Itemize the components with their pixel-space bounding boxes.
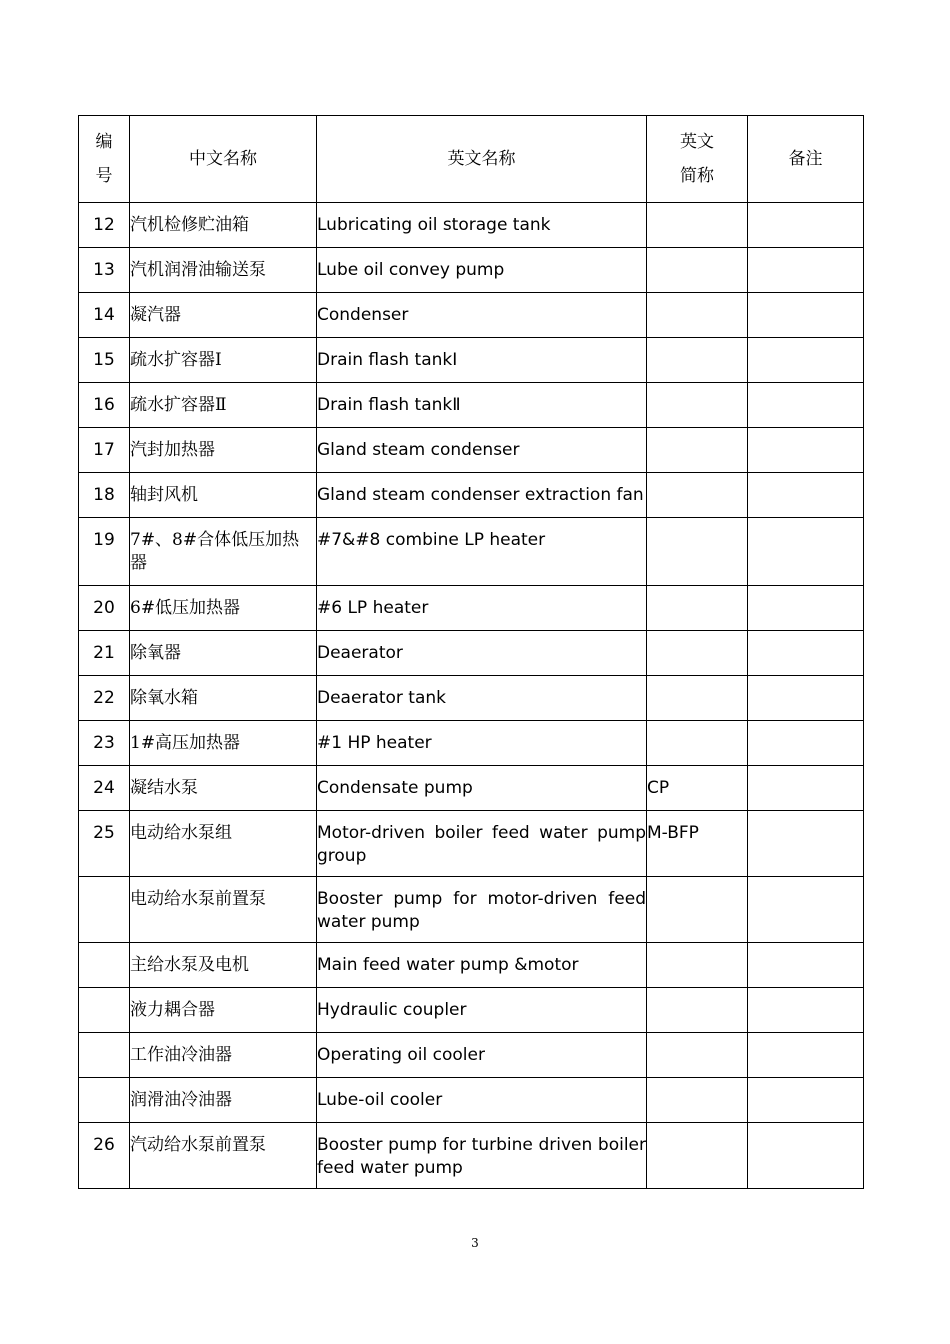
english-abbr-cell — [647, 428, 748, 473]
table-row — [79, 248, 864, 293]
english-name-cell: #6 LP heater — [317, 586, 647, 631]
chinese-name-cell: 润滑油冷油器 — [130, 1078, 317, 1123]
english-abbr-cell — [647, 1123, 748, 1189]
remark-cell — [748, 203, 864, 248]
header-number-text: 编 号 — [95, 132, 113, 186]
equipment-glossary-table — [78, 115, 864, 1189]
remark-cell — [748, 586, 864, 631]
table-row — [79, 1123, 864, 1189]
remark-cell — [748, 721, 864, 766]
english-name-cell: Operating oil cooler — [317, 1033, 647, 1078]
english-name-cell: Lube oil convey pump — [317, 248, 647, 293]
table-row — [79, 428, 864, 473]
row-number-cell: 15 — [79, 338, 130, 383]
table-row — [79, 988, 864, 1033]
chinese-name-cell: 电动给水泵组 — [130, 811, 317, 877]
page-number: 3 — [471, 1236, 479, 1250]
english-name-cell: Booster pump for turbine driven boiler feed water pump — [317, 1123, 647, 1189]
english-abbr-cell — [647, 293, 748, 338]
remark-cell — [748, 811, 864, 877]
chinese-name-cell: 电动给水泵前置泵 — [130, 877, 317, 943]
english-abbr-cell: M-BFP — [647, 811, 748, 877]
english-name-cell: Drain flash tankⅠ — [317, 338, 647, 383]
row-number-cell — [79, 988, 130, 1033]
english-abbr-cell — [647, 631, 748, 676]
remark-cell — [748, 676, 864, 721]
row-number-cell: 18 — [79, 473, 130, 518]
table-body — [79, 203, 864, 1189]
chinese-name-cell: 疏水扩容器Ⅰ — [130, 338, 317, 383]
table-row — [79, 877, 864, 943]
header-abbr-text: 英文 简称 — [680, 132, 714, 186]
english-abbr-cell — [647, 203, 748, 248]
english-abbr-cell — [647, 988, 748, 1033]
table-row — [79, 383, 864, 428]
row-number-cell: 13 — [79, 248, 130, 293]
remark-cell — [748, 943, 864, 988]
remark-cell — [748, 1123, 864, 1189]
table-row — [79, 766, 864, 811]
chinese-name-cell: 汽机检修贮油箱 — [130, 203, 317, 248]
english-abbr-cell: CP — [647, 766, 748, 811]
table-header-row — [79, 116, 864, 203]
chinese-name-cell: 汽机润滑油输送泵 — [130, 248, 317, 293]
remark-cell — [748, 631, 864, 676]
row-number-cell: 14 — [79, 293, 130, 338]
english-abbr-cell — [647, 877, 748, 943]
row-number-cell: 19 — [79, 518, 130, 586]
chinese-name-cell: 疏水扩容器Ⅱ — [130, 383, 317, 428]
remark-cell — [748, 383, 864, 428]
chinese-name-cell: 1#高压加热器 — [130, 721, 317, 766]
row-number-cell: 17 — [79, 428, 130, 473]
header-remark: 备注 — [748, 116, 864, 203]
english-abbr-cell — [647, 676, 748, 721]
english-name-cell: #7&#8 combine LP heater — [317, 518, 647, 586]
table-row — [79, 203, 864, 248]
english-name-cell: Motor-driven boiler feed water pump group — [317, 811, 647, 877]
remark-cell — [748, 988, 864, 1033]
english-name-cell: Condensate pump — [317, 766, 647, 811]
table-row — [79, 676, 864, 721]
row-number-cell: 21 — [79, 631, 130, 676]
table-row — [79, 943, 864, 988]
english-abbr-cell — [647, 1078, 748, 1123]
english-name-cell: Lubricating oil storage tank — [317, 203, 647, 248]
english-name-cell: Gland steam condenser — [317, 428, 647, 473]
chinese-name-cell: 工作油冷油器 — [130, 1033, 317, 1078]
table-row — [79, 518, 864, 586]
chinese-name-cell: 汽封加热器 — [130, 428, 317, 473]
english-abbr-cell — [647, 721, 748, 766]
chinese-name-cell: 6#低压加热器 — [130, 586, 317, 631]
header-english-name: 英文名称 — [317, 116, 647, 203]
chinese-name-cell: 7#、8#合体低压加热器 — [130, 518, 317, 586]
table-row — [79, 293, 864, 338]
english-name-cell: Deaerator tank — [317, 676, 647, 721]
remark-cell — [748, 293, 864, 338]
table-row — [79, 1078, 864, 1123]
remark-cell — [748, 248, 864, 293]
english-name-cell: Condenser — [317, 293, 647, 338]
row-number-cell: 24 — [79, 766, 130, 811]
chinese-name-cell: 除氧器 — [130, 631, 317, 676]
english-abbr-cell — [647, 943, 748, 988]
chinese-name-cell: 凝结水泵 — [130, 766, 317, 811]
header-number — [79, 116, 130, 203]
english-abbr-cell — [647, 1033, 748, 1078]
english-name-cell: Deaerator — [317, 631, 647, 676]
remark-cell — [748, 1078, 864, 1123]
row-number-cell: 26 — [79, 1123, 130, 1189]
row-number-cell: 20 — [79, 586, 130, 631]
table-row — [79, 473, 864, 518]
english-name-cell: Gland steam condenser extraction fan — [317, 473, 647, 518]
english-name-cell: Drain flash tankⅡ — [317, 383, 647, 428]
table-row — [79, 1033, 864, 1078]
row-number-cell — [79, 943, 130, 988]
english-abbr-cell — [647, 518, 748, 586]
english-name-cell: #1 HP heater — [317, 721, 647, 766]
remark-cell — [748, 877, 864, 943]
table-row — [79, 721, 864, 766]
chinese-name-cell: 汽动给水泵前置泵 — [130, 1123, 317, 1189]
english-name-cell: Main feed water pump &motor — [317, 943, 647, 988]
english-name-cell: Booster pump for motor-driven feed water pump — [317, 877, 647, 943]
remark-cell — [748, 428, 864, 473]
row-number-cell: 16 — [79, 383, 130, 428]
english-abbr-cell — [647, 383, 748, 428]
english-abbr-cell — [647, 248, 748, 293]
english-abbr-cell — [647, 586, 748, 631]
chinese-name-cell: 主给水泵及电机 — [130, 943, 317, 988]
row-number-cell: 25 — [79, 811, 130, 877]
row-number-cell: 22 — [79, 676, 130, 721]
row-number-cell — [79, 1078, 130, 1123]
chinese-name-cell: 轴封风机 — [130, 473, 317, 518]
english-name-cell: Hydraulic coupler — [317, 988, 647, 1033]
row-number-cell: 23 — [79, 721, 130, 766]
table-row — [79, 631, 864, 676]
remark-cell — [748, 338, 864, 383]
chinese-name-cell: 除氧水箱 — [130, 676, 317, 721]
chinese-name-cell: 凝汽器 — [130, 293, 317, 338]
table-row — [79, 338, 864, 383]
table-row — [79, 586, 864, 631]
remark-cell — [748, 1033, 864, 1078]
remark-cell — [748, 766, 864, 811]
english-name-cell: Lube-oil cooler — [317, 1078, 647, 1123]
remark-cell — [748, 518, 864, 586]
remark-cell — [748, 473, 864, 518]
row-number-cell — [79, 877, 130, 943]
row-number-cell — [79, 1033, 130, 1078]
chinese-name-cell: 液力耦合器 — [130, 988, 317, 1033]
english-abbr-cell — [647, 473, 748, 518]
table-row — [79, 811, 864, 877]
row-number-cell: 12 — [79, 203, 130, 248]
header-chinese-name: 中文名称 — [130, 116, 317, 203]
english-abbr-cell — [647, 338, 748, 383]
header-english-abbr — [647, 116, 748, 203]
